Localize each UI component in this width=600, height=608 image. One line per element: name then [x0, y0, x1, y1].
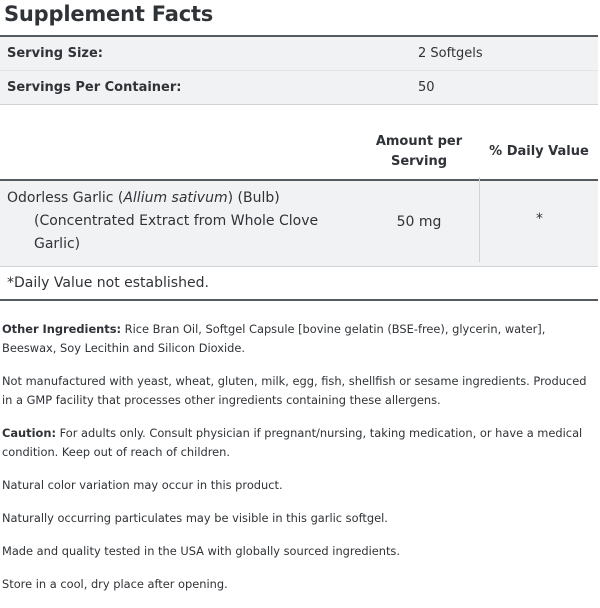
other-ingredients-label: Other Ingredients:	[2, 322, 122, 336]
daily-value-footnote: *Daily Value not established.	[0, 267, 598, 301]
supplement-facts-table	[0, 124, 598, 301]
ingredient-name-suffix: ) (Bulb)	[227, 190, 280, 206]
ingredient-latin-name: Allium sativum	[123, 190, 228, 206]
ingredient-row	[0, 181, 598, 267]
facts-table-header	[0, 124, 598, 181]
serving-size-label: Serving Size:	[7, 46, 104, 61]
ingredient-sub-line2: Garlic)	[34, 236, 81, 252]
serving-size-value: 2 Softgels	[418, 46, 483, 61]
other-ingredients-paragraph	[2, 320, 600, 358]
allergen-paragraph: Not manufactured with yeast, wheat, gluten, milk, egg, fish, shellfish or sesame ingredients. Produced in a GMP facility that processes other ingredients containing these allergens.	[2, 374, 587, 407]
servings-per-container-value: 50	[418, 80, 435, 95]
color-variation-paragraph: Natural color variation may occur in this product.	[2, 478, 283, 492]
servings-per-container-label: Servings Per Container:	[7, 80, 182, 95]
caution-text: For adults only. Consult physician if pregnant/nursing, taking medication, or have a medical condition. Keep out of reach of children.	[2, 426, 583, 459]
ingredient-name	[7, 187, 347, 256]
caution-label: Caution:	[2, 426, 56, 440]
serving-size-row	[0, 37, 598, 70]
amount-header-line2: Serving	[390, 154, 448, 169]
other-ingredients-text: Rice Bran Oil, Softgel Capsule [bovine gelatin (BSE-free), glycerin, water], Beeswax, Soy Lecithin and Silicon Dioxide.	[2, 322, 546, 355]
storage-paragraph: Store in a cool, dry place after opening.	[2, 577, 228, 591]
daily-value-header: % Daily Value	[489, 144, 589, 159]
ingredient-amount: 50 mg	[396, 214, 442, 230]
particulates-paragraph: Naturally occurring particulates may be visible in this garlic softgel.	[2, 511, 388, 525]
product-notes	[2, 320, 600, 608]
page-title: Supplement Facts	[4, 2, 214, 26]
made-in-paragraph: Made and quality tested in the USA with globally sourced ingredients.	[2, 544, 400, 558]
serving-info-table	[0, 35, 598, 105]
amount-header-line1: Amount per	[375, 134, 463, 149]
servings-per-container-row	[0, 70, 598, 104]
ingredient-daily-value: *	[479, 177, 599, 262]
amount-per-serving-header	[360, 132, 478, 172]
ingredient-name-line	[7, 187, 347, 210]
ingredient-name-prefix: Odorless Garlic (	[7, 190, 124, 206]
ingredient-sub-line1: (Concentrated Extract from Whole Clove	[34, 213, 319, 229]
caution-paragraph	[2, 424, 600, 462]
